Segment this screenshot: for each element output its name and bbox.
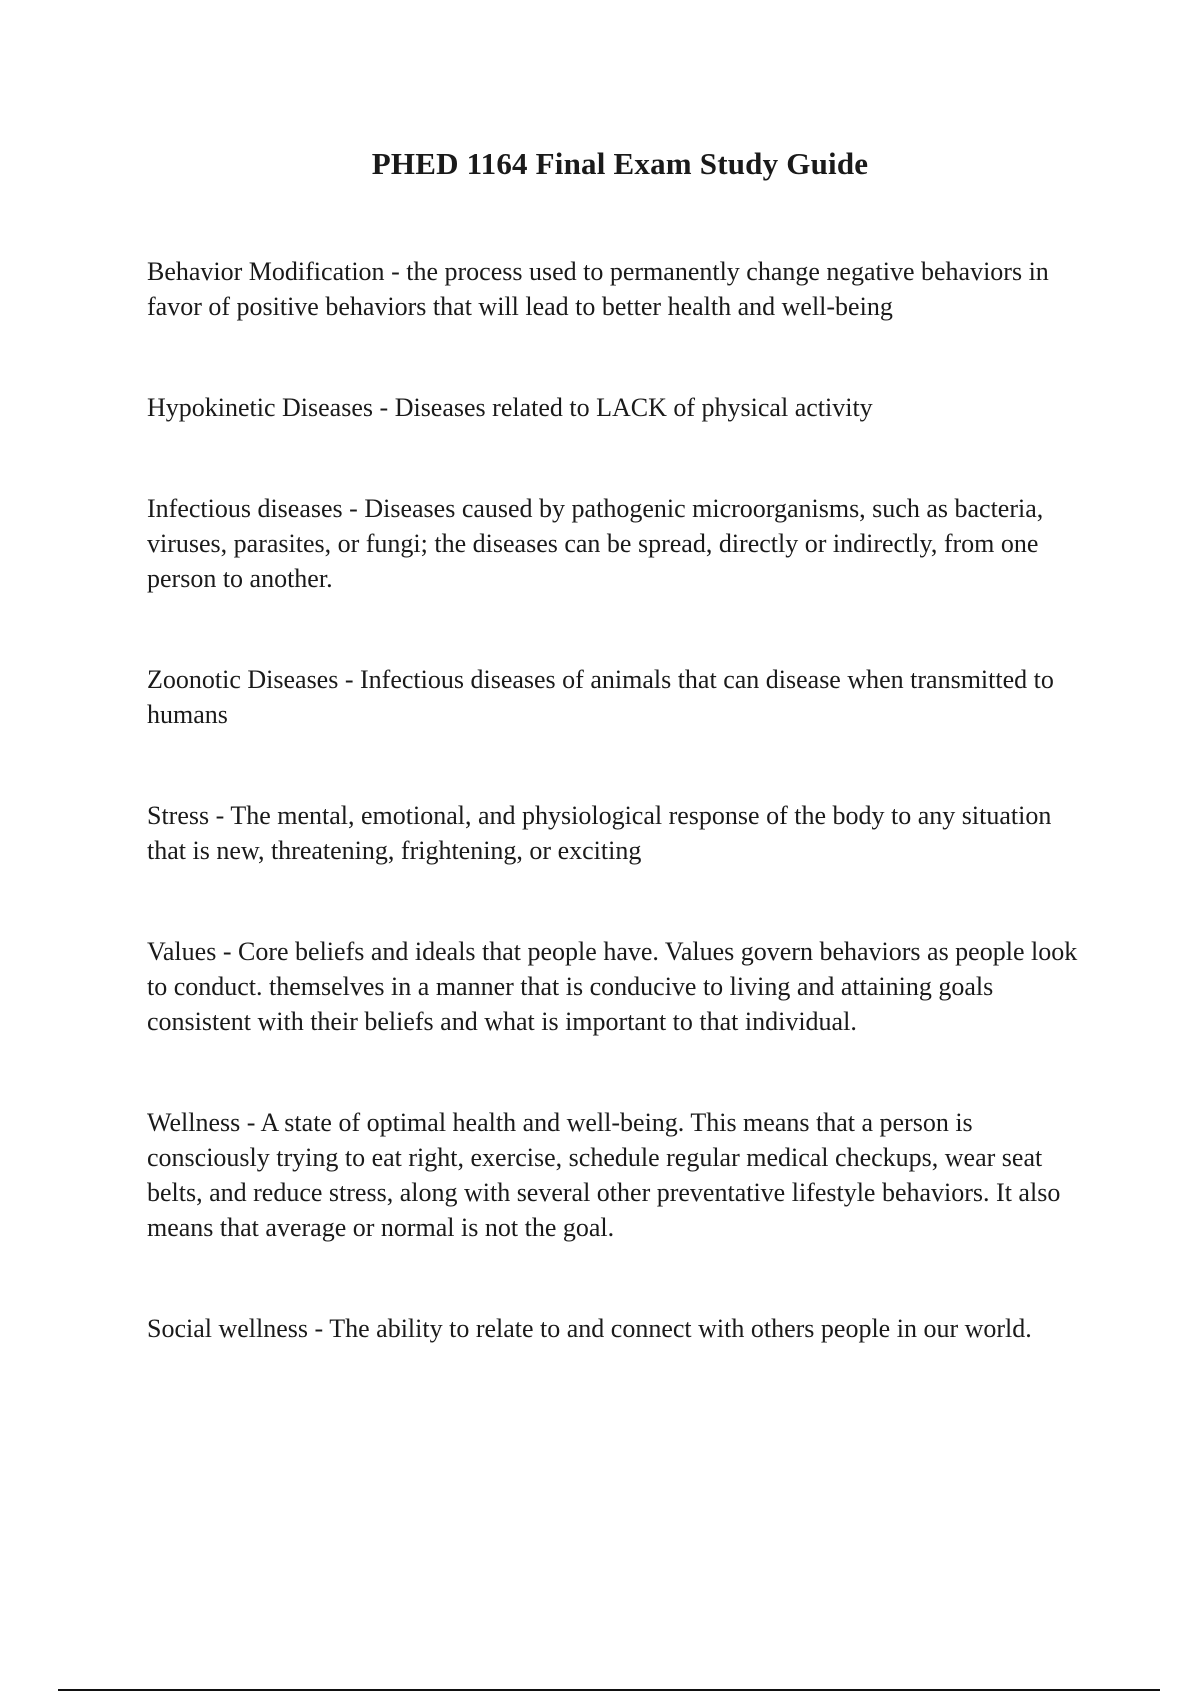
entry-term: Zoonotic Diseases - [147,665,360,694]
entry-term: Infectious diseases - [147,494,364,523]
definition-entry-hypokinetic-diseases [147,390,1087,425]
definition-entry-values [147,934,1087,1039]
entry-definition: Core beliefs and ideals that people have. Values govern behaviors as people look to conduct. themselves in a manner that is conducive to living and attaining goals consistent with their beliefs and what is important to that individual. [147,937,1078,1036]
entry-definition: A state of optimal health and well-being. This means that a person is consciously trying to eat right, exercise, schedule regular medical checkups, wear seat belts, and reduce stress, along with several other preventative lifestyle behaviors. It also means that average or normal is not the goal. [147,1108,1061,1242]
entry-definition: Diseases related to LACK of physical activity [394,393,873,422]
entry-term: Wellness - [147,1108,260,1137]
entry-term: Behavior Modification - [147,257,406,286]
page-bottom-divider [58,1689,1160,1691]
definition-entry-social-wellness [147,1311,1087,1346]
entry-definition: The mental, emotional, and physiological response of the body to any situation that is new, threatening, frightening, or exciting [147,801,1052,865]
entry-definition: Infectious diseases of animals that can disease when transmitted to humans [147,665,1054,729]
entry-term: Hypokinetic Diseases - [147,393,395,422]
entry-definition: Diseases caused by pathogenic microorganisms, such as bacteria, viruses, parasites, or fungi; the diseases can be spread, directly or indirectly, from one person to another. [147,494,1044,593]
definition-list [147,254,1087,1412]
entry-definition: The ability to relate to and connect with others people in our world. [329,1314,1032,1343]
definition-entry-infectious-diseases [147,491,1087,596]
entry-term: Values - [147,937,238,966]
entry-term: Stress - [147,801,230,830]
definition-entry-stress [147,798,1087,868]
definition-entry-behavior-modification [147,254,1087,324]
definition-entry-wellness [147,1105,1087,1245]
entry-definition: the process used to permanently change negative behaviors in favor of positive behaviors that will lead to better health and well-being [147,257,1049,321]
page-title: PHED 1164 Final Exam Study Guide [371,146,869,181]
entry-term: Social wellness - [147,1314,329,1343]
definition-entry-zoonotic-diseases [147,662,1087,732]
